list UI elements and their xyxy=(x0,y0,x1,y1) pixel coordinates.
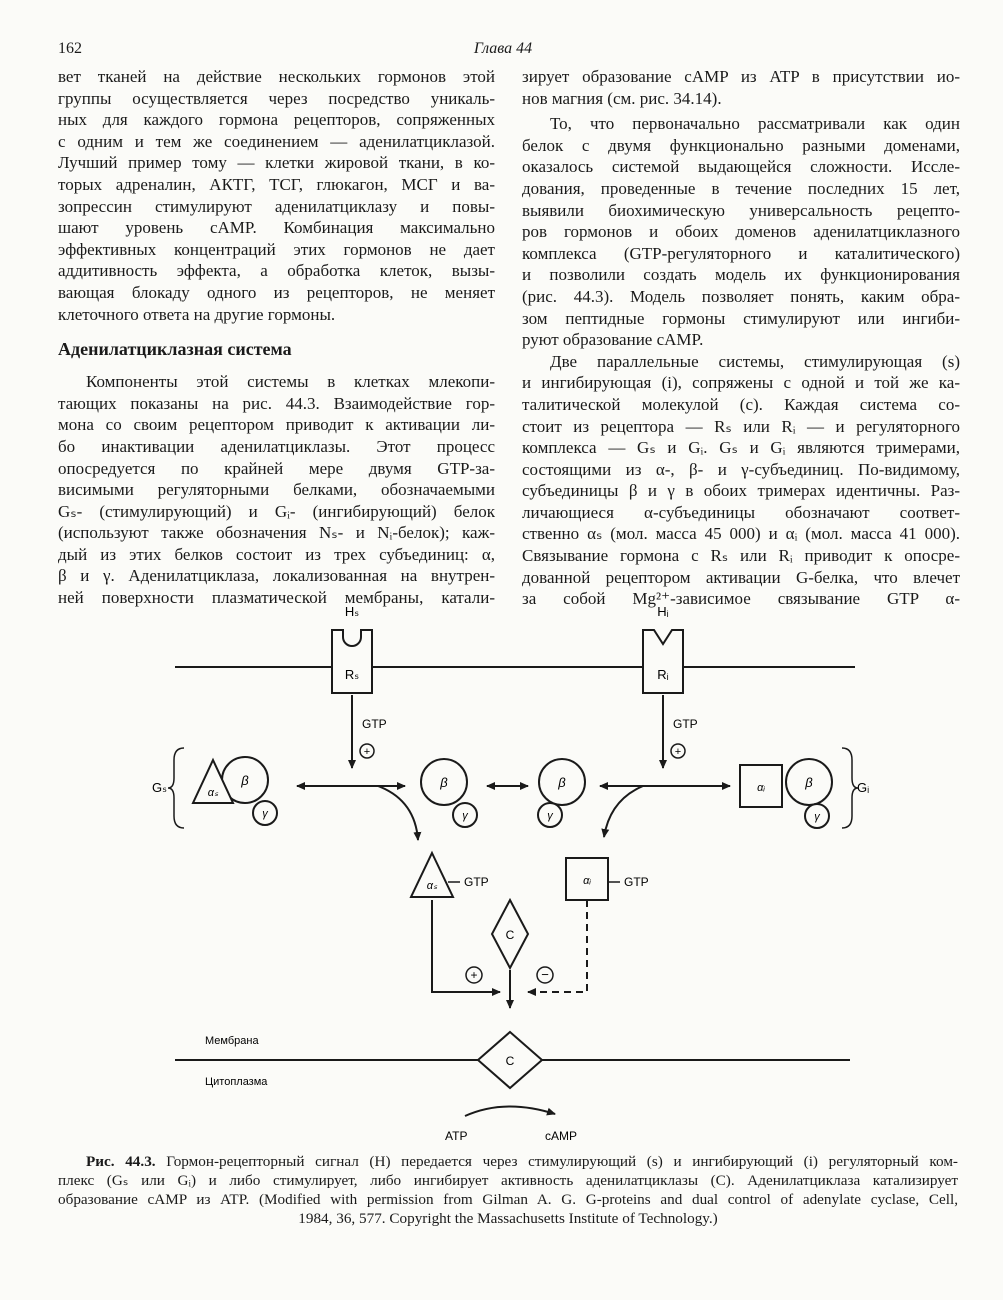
text-line: клеточного ответа на другие гормоны. xyxy=(58,304,336,324)
dissociation-arrow-i xyxy=(604,786,643,837)
caption-line-4: 1984, 36, 577. Copyright the Massachusetts Institute of Technology.) xyxy=(298,1210,718,1227)
text-line: комплекса (GTP-регуляторного и каталитического) xyxy=(522,243,960,263)
caption-label: Рис. 44.3. xyxy=(86,1153,156,1170)
plus-label-s: + xyxy=(363,746,371,758)
text-line: зирует образование cAMP из ATP в присутствии ио- xyxy=(522,67,960,86)
gamma-label-mid1: γ xyxy=(462,810,468,822)
text-line: зом пептидные гормоны стимулируют или ингиби- xyxy=(522,308,960,328)
text-line: эффективных концентраций этих гормонов не дает xyxy=(58,239,495,259)
complex-i-label: Gᵢ xyxy=(857,780,870,795)
right-paragraph-0 xyxy=(522,66,960,109)
text-line: (используют также обозначения Nₛ- и Nᵢ-белок); каж- xyxy=(58,523,495,543)
receptor-i-label: Rᵢ xyxy=(657,667,669,682)
dissociation-arrow-s xyxy=(378,786,418,840)
text-line: тающих показаны на рис. 44.3. Взаимодействие гор- xyxy=(58,393,495,413)
atp-label: ATP xyxy=(445,1129,468,1143)
beta-label-mid1: β xyxy=(440,775,448,790)
plus-label-i: + xyxy=(674,746,682,758)
alpha-i-label-trimer: αᵢ xyxy=(757,782,765,794)
gtp-label-s: GTP xyxy=(362,717,387,731)
left-column xyxy=(58,66,495,609)
text-line: белок с двумя функционально разными доменами, xyxy=(522,135,960,155)
text-line: То, что первоначально рассматривали как один xyxy=(550,114,960,134)
receptor-s-shape xyxy=(332,630,372,693)
text-line: Gₛ- (стимулирующий) и Gᵢ- (ингибирующий) белок xyxy=(58,501,495,521)
text-line: нов магния (см. рис. 34.14). xyxy=(522,88,722,108)
text-line: личающиеся α-субъединицы обозначают соответ- xyxy=(522,502,960,522)
text-line: руют образование cAMP. xyxy=(522,330,704,350)
adenylate-cyclase-diagram xyxy=(150,600,870,1088)
text-line: выявили биохимическую универсальность рецепто- xyxy=(522,200,960,220)
gtp-label-i: GTP xyxy=(673,717,698,731)
text-line: торых адреналин, АКТГ, ТСГ, глюкагон, МСГ и ва- xyxy=(58,174,495,194)
text-line: опосредуется по крайней мере двумя GTP-за- xyxy=(58,458,495,478)
text-line: мона со своим рецептором приводит к активации ли- xyxy=(58,415,495,435)
text-line: стоит из рецептора — Rₛ или Rᵢ — и регуляторного xyxy=(522,416,960,436)
figure-caption xyxy=(58,1152,958,1228)
page-header xyxy=(58,40,948,62)
text-line: талитической молекулой (c). Каждая система со- xyxy=(522,394,960,414)
gamma-label-s: γ xyxy=(262,808,268,820)
text-line: (рис. 44.3). Модель позволяет понять, каким обра- xyxy=(522,286,960,306)
text-line: комплекса — Gₛ и Gᵢ. Gₛ и Gᵢ являются тримерами, xyxy=(522,438,960,458)
text-line: дования, проведенные в течение последних 15 лет, xyxy=(522,178,960,198)
gtp-label-alpha-s: GTP xyxy=(464,875,489,889)
gamma-label-mid2: γ xyxy=(547,810,553,822)
right-paragraph-2 xyxy=(522,351,960,610)
text-line: ных для каждого гормона рецепторов, сопряженных xyxy=(58,110,495,130)
text-line: шают уровень cAMP. Комбинация максимально xyxy=(58,218,495,238)
text-line: ров гормонов и обоих доменов аденилатциклазного xyxy=(522,222,960,242)
text-line: вет тканей на действие нескольких гормонов этой xyxy=(58,67,495,86)
text-line: субъединицы β и γ в обоих тримерах идентичны. Раз- xyxy=(522,481,960,501)
brace-s xyxy=(168,748,184,828)
membrane-label: Мембрана xyxy=(205,1035,259,1047)
catalytic-label-membrane: C xyxy=(505,1054,515,1068)
text-line: Лучший пример тому — клетки жировой ткани, в ко- xyxy=(58,153,495,173)
receptor-s-label: Rₛ xyxy=(344,667,360,682)
text-line: висимыми регуляторными белками, обозначаемыми xyxy=(58,480,495,500)
text-line: за собой Mg²⁺-зависимое связывание GTP α- xyxy=(522,589,960,609)
caption-line-3: образование cAMP из ATP. (Modified with permission from Gilman A. G. G-proteins and dual control of adenylate cyclase, Cell, xyxy=(58,1191,958,1208)
right-paragraph-1 xyxy=(522,113,960,351)
atp-camp-reaction xyxy=(440,1096,630,1146)
text-line: β и γ. Аденилатциклаза, локализованная на внутрен- xyxy=(58,566,495,586)
text-line: ственно αₛ (мол. масса 45 000) и αᵢ (мол. масса 41 000). xyxy=(522,524,960,544)
text-line: оказалось системой выдающейся сложности. Иссле- xyxy=(522,157,960,177)
alpha-i-label-free: αᵢ xyxy=(583,875,591,887)
text-line: дованной рецептором активации G-белка, что влечет xyxy=(522,567,960,587)
text-line: бо инактивации аденилатциклазы. Этот процесс xyxy=(58,436,495,456)
text-line: и ингибирующая (i), сопряжены с одной и той же ка- xyxy=(522,373,960,393)
left-paragraph-1 xyxy=(58,66,495,325)
minus-label-inhib: − xyxy=(541,967,549,982)
hormone-s-label: Hₛ xyxy=(344,604,360,619)
text-line: и позволили создать модель их функционирования xyxy=(522,265,960,285)
inhibition-path xyxy=(528,900,587,992)
alpha-s-label-free: αₛ xyxy=(426,880,438,892)
brace-i xyxy=(842,748,858,828)
reaction-arrow-svg xyxy=(440,1096,630,1146)
receptor-i-shape xyxy=(643,630,683,693)
gtp-label-alpha-i: GTP xyxy=(624,875,649,889)
text-line: ней поверхности плазматической мембраны, катали- xyxy=(58,588,495,608)
text-line: Связывание гормона с Rₛ или Rᵢ приводит к опосре- xyxy=(522,546,960,566)
text-line: зопрессин стимулируют аденилатциклазу и повы- xyxy=(58,196,495,216)
text-line: состоящими из α-, β- и γ-субъединиц. По-видимому, xyxy=(522,459,960,479)
camp-label: cAMP xyxy=(545,1129,578,1143)
caption-line-1: Рис. 44.3. Гормон-рецепторный сигнал (H) передается через стимулирующий (s) и ингибирующий (i) регуляторный ком- xyxy=(86,1153,958,1170)
hormone-i-label: Hᵢ xyxy=(657,604,669,619)
beta-label-mid2: β xyxy=(558,775,566,790)
section-heading: Аденилатциклазная система xyxy=(58,339,292,360)
text-line: вающая блокаду одного из рецепторов, не меняет xyxy=(58,282,495,302)
right-column xyxy=(522,66,960,610)
figure-44-3 xyxy=(150,600,870,1088)
text-line: аддитивность эффекта, а обработка клеток, вызы- xyxy=(58,261,495,281)
catalytic-label-free: C xyxy=(505,928,515,942)
text-line: Две параллельные системы, стимулирующая (s) xyxy=(550,351,960,371)
caption-line-2: плекс (Gₛ или Gᵢ) и либо стимулирует, либо ингибирует активность аденилатциклазы (C). Аденилатциклаза катализирует xyxy=(58,1172,958,1189)
page-number: 162 xyxy=(58,40,82,57)
left-paragraph-2 xyxy=(58,371,495,609)
cytoplasm-label: Цитоплазма xyxy=(205,1076,268,1088)
beta-label-s: β xyxy=(241,773,249,788)
running-head: Глава 44 xyxy=(473,40,533,57)
complex-s-label: Gₛ xyxy=(152,780,167,795)
text-line: дый из этих белков состоит из трех субъединиц: α, xyxy=(58,544,495,564)
reaction-arrow xyxy=(465,1106,555,1116)
alpha-s-label-trimer: αₛ xyxy=(207,787,219,799)
plus-label-stim: + xyxy=(470,968,478,982)
gamma-label-i: γ xyxy=(814,811,820,823)
text-line: группы осуществляется через посредство уникаль- xyxy=(58,88,495,108)
text-line: с одним и тем же соединением — аденилатциклазой. xyxy=(58,131,495,151)
beta-label-i: β xyxy=(805,775,813,790)
text-line: Компоненты этой системы в клетках млекопи- xyxy=(86,372,495,392)
